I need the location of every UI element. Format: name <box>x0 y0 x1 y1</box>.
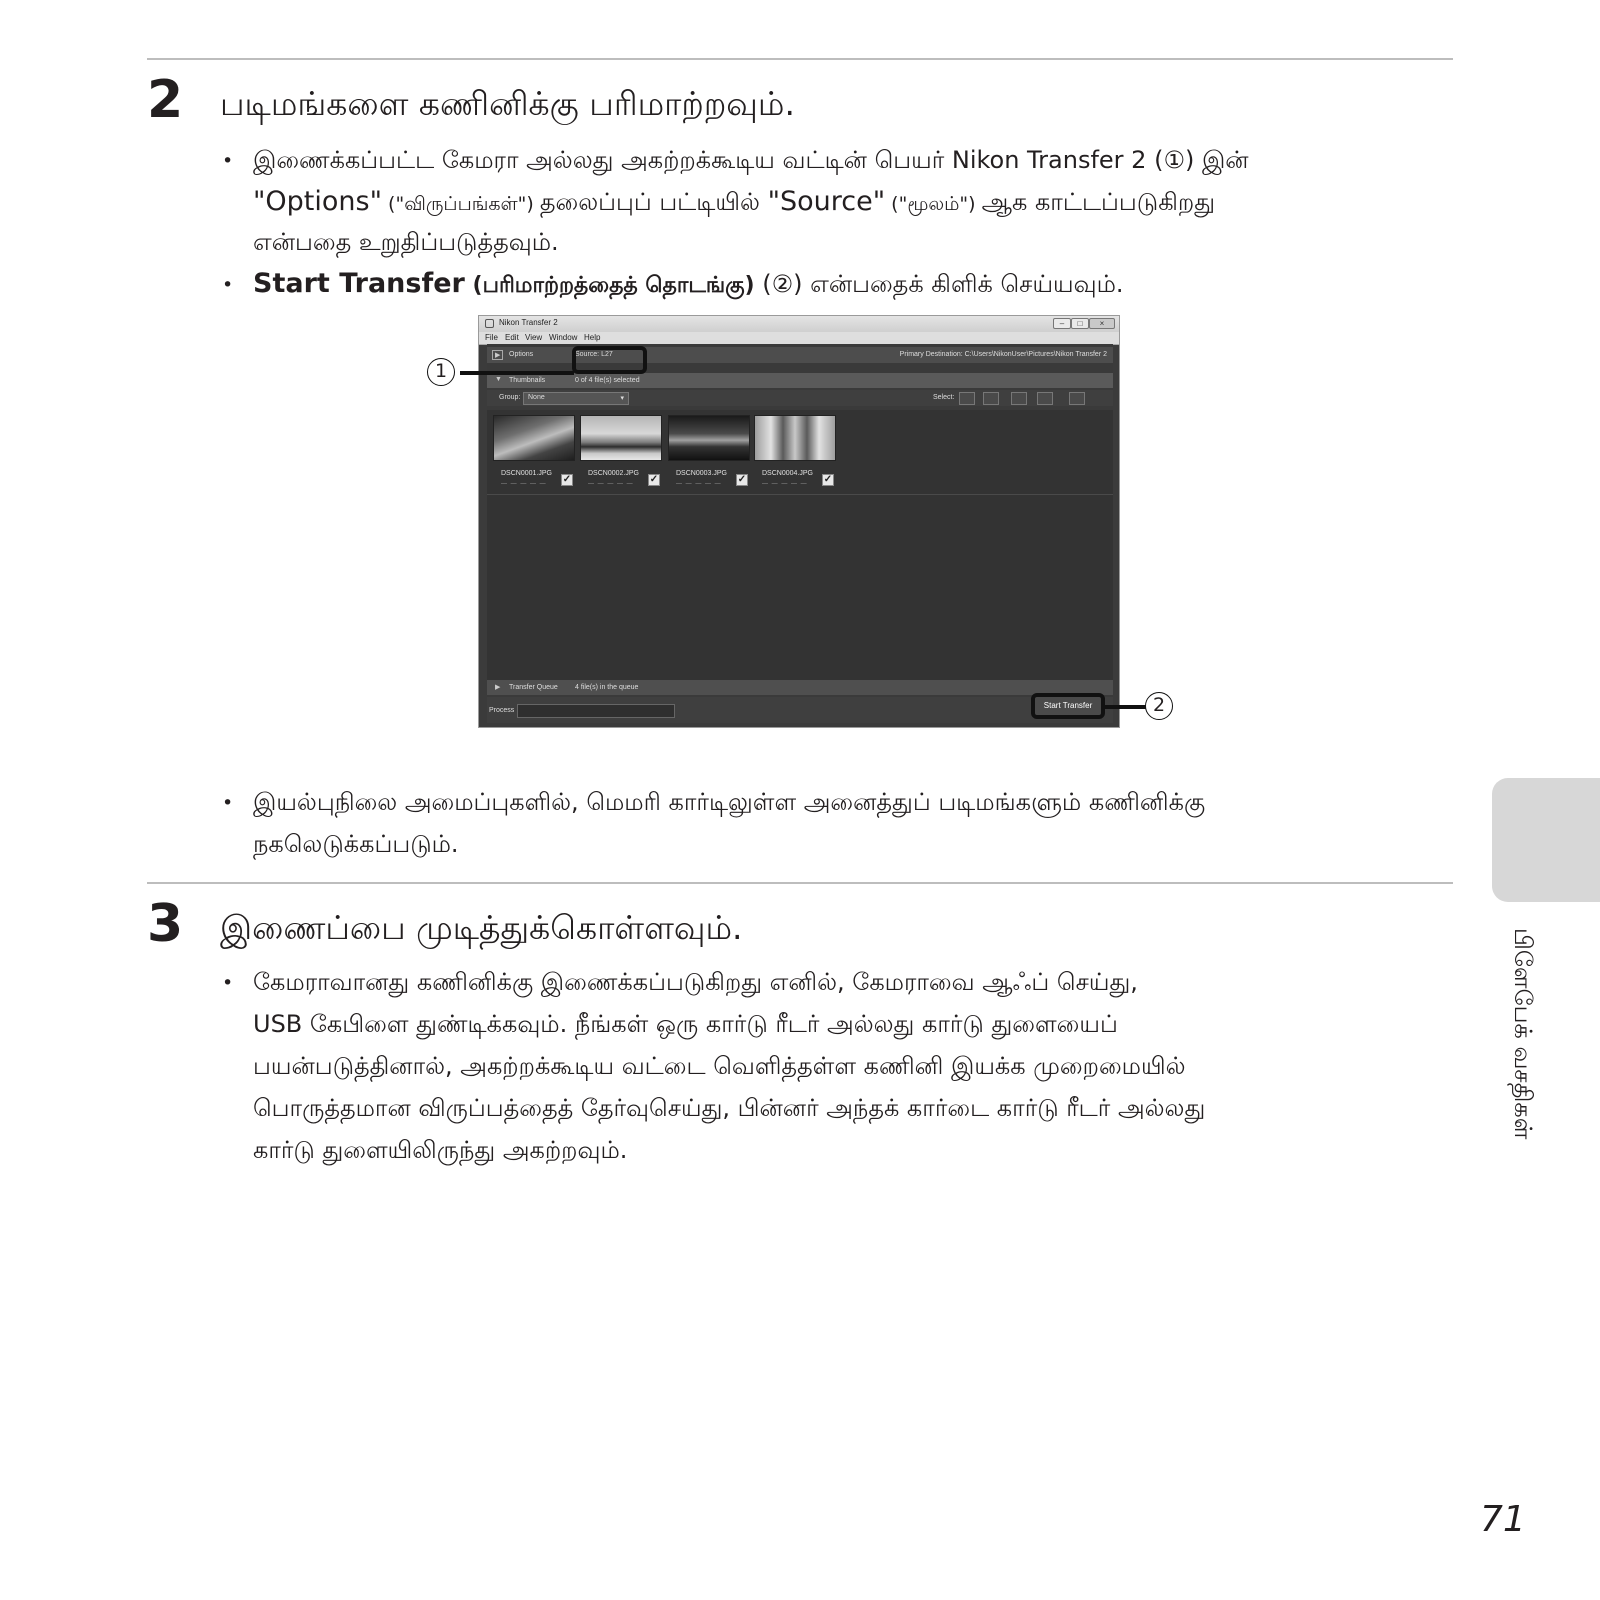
source-term: "Source" <box>767 186 886 217</box>
callout-2: 2 <box>1145 692 1173 720</box>
thumbnail-image[interactable] <box>754 415 836 461</box>
file-name: DSCN0002.JPG <box>588 470 639 477</box>
rating-placeholder: — — — — — <box>588 481 634 487</box>
nikon-transfer-screenshot <box>478 315 1120 728</box>
grid-divider <box>487 494 1113 495</box>
selected-count: 0 of 4 file(s) selected <box>575 377 640 384</box>
group-label: Group: <box>499 394 521 401</box>
source-label: Source: L27 <box>575 351 613 358</box>
step-2-number: 2 <box>147 70 184 130</box>
start-transfer-translation: (பரிமாற்றத்தைத் தொடங்கு) <box>464 273 755 298</box>
file-name: DSCN0003.JPG <box>676 470 727 477</box>
maximize-icon[interactable]: □ <box>1071 318 1089 329</box>
step-2-bullet-3-line-2: நகலெடுக்கப்படும். <box>253 830 459 858</box>
minimize-icon[interactable]: – <box>1053 318 1071 329</box>
thumbnail-image[interactable] <box>493 415 575 461</box>
thumbnails-label: Thumbnails <box>509 377 546 384</box>
primary-destination: Primary Destination: C:\Users\NikonUser\Pictures\Nikon Transfer 2 <box>899 351 1107 358</box>
expand-arrow-icon[interactable]: ▶ <box>495 684 501 691</box>
step-3-line-2: USB கேபிளை துண்டிக்கவும். நீங்கள் ஒரு கார்டு ரீடர் அல்லது கார்டு துளையைப் <box>253 1010 1118 1038</box>
file-checkbox[interactable]: ✓ <box>737 474 747 485</box>
rating-placeholder: — — — — — <box>501 481 547 487</box>
bullet-dot: • <box>222 972 234 994</box>
transfer-queue-label: Transfer Queue <box>509 684 558 691</box>
expand-arrow-icon[interactable]: ▶ <box>492 350 503 360</box>
start-transfer-term: Start Transfer <box>253 268 465 299</box>
app-icon <box>485 319 494 328</box>
queue-count: 4 file(s) in the queue <box>575 684 639 691</box>
select-all-icon[interactable] <box>959 392 975 405</box>
collapse-arrow-icon[interactable]: ▼ <box>495 376 502 383</box>
step-3-line-3: பயன்படுத்தினால், அகற்றக்கூடிய வட்டை வெளித்தள்ள கணினி இயக்க முறைமையில் <box>253 1052 1186 1080</box>
rating-placeholder: — — — — — <box>676 481 722 487</box>
callout-1: 1 <box>427 358 455 386</box>
file-checkbox[interactable]: ✓ <box>649 474 659 485</box>
step-3-line-1: கேமராவானது கணினிக்கு இணைக்கப்படுகிறது எனில், கேமராவை ஆஃப் செய்து, <box>253 968 1138 996</box>
process-label: Process <box>489 707 515 714</box>
section-tab <box>1492 778 1600 902</box>
deselect-icon[interactable] <box>1069 392 1085 405</box>
menu-file[interactable]: File <box>485 333 498 342</box>
step-3-number: 3 <box>147 894 184 954</box>
step-2-bullet-1-line-3: என்பதை உறுதிப்படுத்தவும். <box>253 228 559 256</box>
window-title: Nikon Transfer 2 <box>499 318 558 327</box>
transfer-queue-bar[interactable] <box>487 680 1113 695</box>
select-label: Select: <box>933 394 955 401</box>
group-bar <box>487 390 1113 406</box>
bullet-dot: • <box>222 274 234 296</box>
rating-placeholder: — — — — — <box>762 481 808 487</box>
window-titlebar <box>479 316 1119 333</box>
select-new-icon[interactable] <box>1011 392 1027 405</box>
title-bar-text: தலைப்புப் பட்டியில் <box>539 188 768 216</box>
thumbnail-image[interactable] <box>580 415 662 461</box>
click-instruction: (②) என்பதைக் கிளிக் செய்யவும். <box>754 270 1124 298</box>
options-label: Options <box>509 351 534 358</box>
thumbnail-image[interactable] <box>668 415 750 461</box>
top-divider <box>147 58 1453 60</box>
process-progress-bar <box>517 704 675 718</box>
step-2-bullet-2 <box>253 262 1124 308</box>
thumbnails-bar[interactable] <box>487 373 1113 388</box>
app-body <box>487 344 1113 723</box>
source-highlight <box>572 346 647 374</box>
step-3-line-4: பொருத்தமான விருப்பத்தைத் தேர்வுசெய்து, பின்னர் அந்தக் கார்டை கார்டு ரீடர் அல்லது <box>253 1094 1206 1122</box>
source-translation: ("மூலம்") <box>885 193 982 215</box>
start-transfer-button[interactable]: Start Transfer <box>1031 693 1105 719</box>
page-number: 71 <box>1480 1499 1526 1540</box>
process-bar <box>487 697 1113 723</box>
file-name: DSCN0004.JPG <box>762 470 813 477</box>
group-select[interactable] <box>523 392 629 405</box>
callout-2-line <box>1105 705 1147 709</box>
dropdown-arrow-icon: ▾ <box>620 395 624 402</box>
callout-1-line <box>460 371 574 375</box>
step-3-line-5: கார்டு துளையிலிருந்து அகற்றவும். <box>253 1136 628 1164</box>
menu-help[interactable]: Help <box>584 333 601 342</box>
middle-divider <box>147 882 1453 884</box>
menu-window[interactable]: Window <box>549 333 578 342</box>
group-value: None <box>528 394 545 401</box>
menu-edit[interactable]: Edit <box>505 333 519 342</box>
select-protected-icon[interactable] <box>1037 392 1053 405</box>
section-label: பிளேபேக் வசதிகள் <box>1509 928 1537 1140</box>
close-icon[interactable]: × <box>1089 318 1115 329</box>
thumbnail-grid <box>487 410 1113 680</box>
step-2-title: படிமங்களை கணினிக்கு பரிமாற்றவும். <box>220 84 795 123</box>
step-2-bullet-1-line-1: இணைக்கப்பட்ட கேமரா அல்லது அகற்றக்கூடிய வட்டின் பெயர் Nikon Transfer 2 (①) இன் <box>253 146 1249 174</box>
select-marked-icon[interactable] <box>983 392 999 405</box>
bullet-dot: • <box>222 792 234 814</box>
file-checkbox[interactable]: ✓ <box>823 474 833 485</box>
bullet-dot: • <box>222 150 234 172</box>
file-checkbox[interactable]: ✓ <box>562 474 572 485</box>
menu-view[interactable]: View <box>525 333 543 342</box>
step-2-bullet-3-line-1: இயல்புநிலை அமைப்புகளில், மெமரி கார்டிலுள்ள அனைத்துப் படிமங்களும் கணினிக்கு <box>253 788 1206 816</box>
options-term: "Options" <box>253 186 383 217</box>
step-3-title: இணைப்பை முடித்துக்கொள்ளவும். <box>220 908 743 947</box>
displayed-text: ஆக காட்டப்படுகிறது <box>981 188 1216 216</box>
options-translation: ("விருப்பங்கள்") <box>382 193 540 215</box>
file-name: DSCN0001.JPG <box>501 470 552 477</box>
